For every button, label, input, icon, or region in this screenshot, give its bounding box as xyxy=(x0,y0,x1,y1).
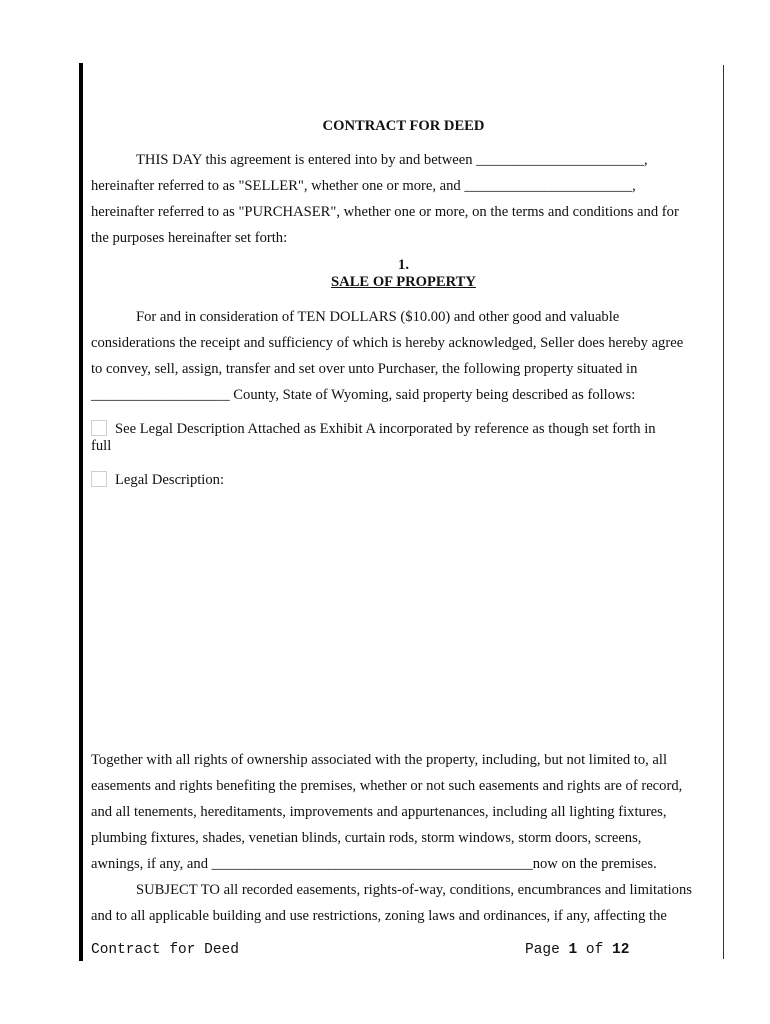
section-title: SALE OF PROPERTY xyxy=(331,274,476,290)
intro-line xyxy=(91,147,716,173)
sale-line xyxy=(91,304,716,330)
footer-page-word: Page xyxy=(525,942,560,958)
footer-document-name: Contract for Deed xyxy=(91,942,239,958)
exhibit-option-label-cont: full xyxy=(91,438,112,454)
legal-description-label: Legal Description: xyxy=(115,472,225,488)
together-line-1: Together with all rights of ownership associated with the property, including, but not limited to, all xyxy=(91,752,667,768)
subject-line-2: and to all applicable building and use restrictions, zoning laws and ordinances, if any, affecting the xyxy=(91,908,667,924)
footer-page-current: 1 xyxy=(568,942,578,958)
intro-line-3: hereinafter referred to as "PURCHASER", whether one or more, on the terms and conditions and for xyxy=(91,204,679,220)
footer-of-word: of xyxy=(585,942,604,958)
together-paragraph xyxy=(91,747,716,929)
sale-line-3: to convey, sell, assign, transfer and set over unto Purchaser, the following property situated in xyxy=(91,361,638,377)
intro-line-1-text: THIS DAY this agreement is entered into by and between _______________________, xyxy=(136,152,648,168)
legal-description-option xyxy=(91,471,716,489)
exhibit-option xyxy=(91,420,716,455)
sale-line-4: ___________________ County, State of Wyoming, said property being described as follows: xyxy=(91,387,636,403)
document-title: CONTRACT FOR DEED xyxy=(322,118,485,134)
together-line-2: easements and rights benefiting the premises, whether or not such easements and rights are of record, xyxy=(91,778,683,794)
exhibit-option-label: See Legal Description Attached as Exhibit A incorporated by reference as though set forth in xyxy=(115,421,656,437)
together-line-4: plumbing fixtures, shades, venetian blinds, curtain rods, storm windows, storm doors, screens, xyxy=(91,830,642,846)
intro-line-4: the purposes hereinafter set forth: xyxy=(91,230,288,246)
intro-line-2: hereinafter referred to as "SELLER", whether one or more, and _______________________, xyxy=(91,178,636,194)
subject-line xyxy=(91,877,716,903)
sale-line-1-text: For and in consideration of TEN DOLLARS ($10.00) and other good and valuable xyxy=(136,309,620,325)
together-line-5: awnings, if any, and ____________________________________________now on the premises. xyxy=(91,856,657,872)
footer-page-total: 12 xyxy=(612,942,630,958)
subject-line-1-text: SUBJECT TO all recorded easements, rights-of-way, conditions, encumbrances and limitations xyxy=(136,882,692,898)
together-line-3: and all tenements, hereditaments, improvements and appurtenances, including all lighting fixtures, xyxy=(91,804,667,820)
exhibit-checkbox[interactable] xyxy=(91,420,107,436)
sale-paragraph xyxy=(91,304,716,408)
footer-page-indicator xyxy=(525,942,629,958)
legal-description-checkbox[interactable] xyxy=(91,471,107,487)
intro-paragraph xyxy=(91,147,716,251)
right-margin-line xyxy=(723,65,724,959)
sale-line-2: considerations the receipt and sufficiency of which is hereby acknowledged, Seller does hereby agree xyxy=(91,335,684,351)
section-number: 1. xyxy=(398,257,409,273)
left-margin-bar xyxy=(79,63,83,961)
